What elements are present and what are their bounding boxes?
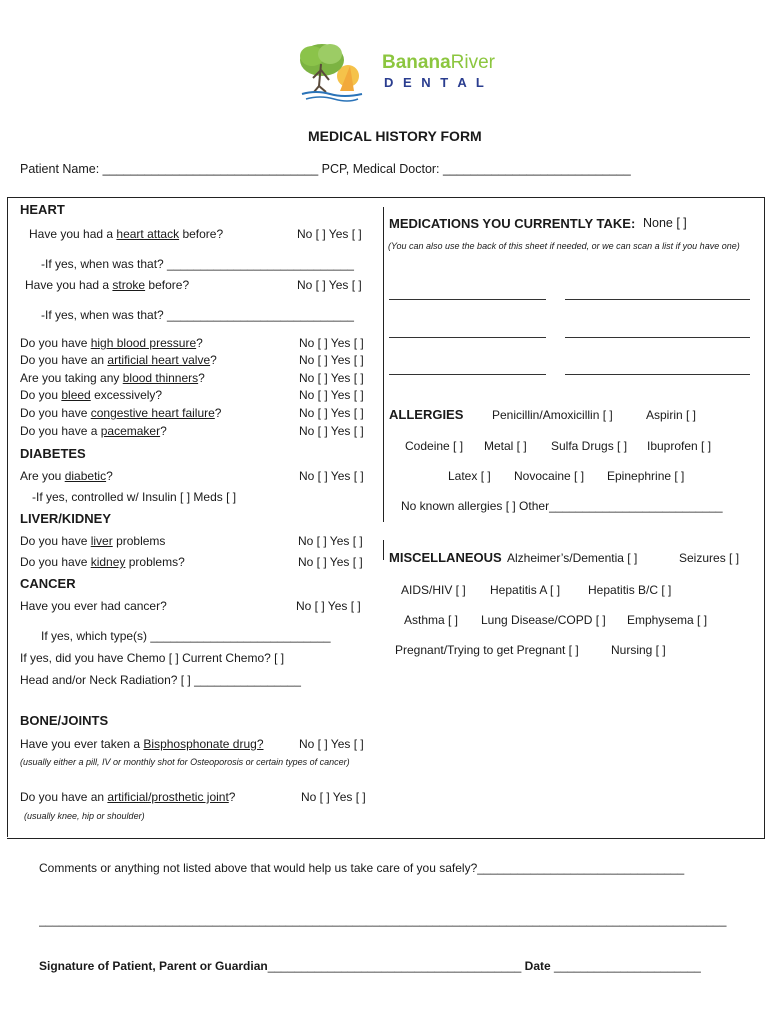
cancer-answer[interactable]: No [ ] Yes [ ] — [296, 599, 361, 613]
misc-copd[interactable]: Lung Disease/COPD [ ] — [481, 613, 606, 627]
allergy-novocaine[interactable]: Novocaine [ ] — [514, 469, 585, 483]
bone-q2-pre: Do you have an — [20, 790, 108, 804]
bone-q1-u: Bisphosphonate drug? — [143, 737, 264, 751]
liver-q1-pre: Do you have — [20, 534, 91, 548]
allergy-penicillin[interactable]: Penicillin/Amoxicillin [ ] — [492, 408, 613, 422]
heart-q2-u: stroke — [112, 278, 146, 292]
heart-list-1-pre: Do you have an — [20, 353, 108, 367]
allergy-aspirin[interactable]: Aspirin [ ] — [646, 408, 697, 422]
diabetes-q-post: ? — [106, 469, 113, 483]
diabetes-answer[interactable]: No [ ] Yes [ ] — [299, 469, 364, 483]
bone-q2 — [20, 790, 235, 804]
diabetes-q-u: diabetic — [64, 469, 107, 483]
heart-list-0-u: high blood pressure — [90, 336, 197, 350]
allergy-epinephrine[interactable]: Epinephrine [ ] — [607, 469, 685, 483]
heart-list-3-pre: Do you — [20, 388, 62, 402]
signature-line[interactable]: ______________________________________ — [267, 959, 522, 973]
bone-q1 — [20, 737, 264, 751]
heart-q1-post: before? — [179, 227, 224, 241]
medications-none[interactable]: None [ ] — [643, 216, 687, 230]
heart-list-4-post: ? — [214, 406, 222, 420]
brand-sub: D E N T A L — [384, 75, 487, 90]
heart-list-answer[interactable]: No [ ] Yes [ ] — [299, 353, 364, 367]
misc-seizures[interactable]: Seizures [ ] — [679, 551, 740, 565]
liver-q2-answer[interactable]: No [ ] Yes [ ] — [298, 555, 363, 569]
heart-q1-u: heart attack — [116, 227, 180, 241]
heart-list-3-u: bleed — [61, 388, 91, 402]
medication-line[interactable] — [565, 337, 750, 338]
cancer-q: Have you ever had cancer? — [20, 599, 167, 613]
liver-q2 — [20, 555, 185, 569]
heart-list-0-pre: Do you have — [20, 336, 91, 350]
heart-list-item — [20, 406, 221, 420]
bone-q1-pre: Have you ever taken a — [20, 737, 144, 751]
heart-q2-followup[interactable]: -If yes, when was that? ____________________________ — [41, 308, 354, 322]
allergy-other[interactable]: No known allergies [ ] Other__________________________ — [401, 499, 723, 513]
diabetes-q — [20, 469, 113, 483]
heart-list-answer[interactable]: No [ ] Yes [ ] — [299, 388, 364, 402]
bone-title: BONE/JOINTS — [20, 713, 109, 728]
misc-hep-a[interactable]: Hepatitis A [ ] — [490, 583, 561, 597]
heart-q1-followup[interactable]: -If yes, when was that? ____________________________ — [41, 257, 354, 271]
bone-q2-answer[interactable]: No [ ] Yes [ ] — [301, 790, 366, 804]
misc-emphysema[interactable]: Emphysema [ ] — [627, 613, 708, 627]
liver-q1-answer[interactable]: No [ ] Yes [ ] — [298, 534, 363, 548]
diabetes-title: DIABETES — [20, 446, 86, 461]
misc-hep-bc[interactable]: Hepatitis B/C [ ] — [588, 583, 672, 597]
allergies-title: ALLERGIES — [389, 407, 464, 422]
diabetes-followup[interactable]: -If yes, controlled w/ Insulin [ ] Meds [ ] — [32, 490, 237, 504]
allergy-codeine[interactable]: Codeine [ ] — [405, 439, 464, 453]
liver-q2-u: kidney — [90, 555, 126, 569]
date-line[interactable]: ______________________ — [554, 959, 701, 973]
signature-row — [39, 959, 701, 973]
liver-title: LIVER/KIDNEY — [20, 511, 112, 526]
bone-q2-note: (usually knee, hip or shoulder) — [24, 811, 145, 821]
logo-mark — [296, 36, 368, 106]
heart-list-5-u: pacemaker — [100, 424, 161, 438]
heart-list-1-u: artificial heart valve — [107, 353, 211, 367]
medication-line[interactable] — [389, 337, 546, 338]
misc-title: MISCELLANEOUS — [389, 550, 502, 565]
brand-name-b: River — [450, 52, 495, 73]
cancer-title: CANCER — [20, 576, 76, 591]
form-title: MEDICAL HISTORY FORM — [308, 128, 482, 144]
allergy-sulfa[interactable]: Sulfa Drugs [ ] — [551, 439, 628, 453]
bone-q2-post: ? — [228, 790, 236, 804]
heart-q2-pre: Have you had a — [25, 278, 113, 292]
heart-list-2-u: blood thinners — [122, 371, 199, 385]
cancer-types[interactable]: If yes, which type(s) ___________________________ — [41, 629, 331, 643]
bone-q1-note: (usually either a pill, IV or monthly shot for Osteoporosis or certain types of cancer) — [20, 757, 350, 767]
heart-list-answer[interactable]: No [ ] Yes [ ] — [299, 371, 364, 385]
heart-list-answer[interactable]: No [ ] Yes [ ] — [299, 336, 364, 350]
bone-q2-u: artificial/prosthetic joint — [107, 790, 229, 804]
liver-q1 — [20, 534, 165, 548]
allergy-ibuprofen[interactable]: Ibuprofen [ ] — [647, 439, 712, 453]
heart-q1-pre: Have you had a — [29, 227, 117, 241]
cancer-chemo[interactable]: If yes, did you have Chemo [ ] Current Chemo? [ ] — [20, 651, 285, 665]
misc-asthma[interactable]: Asthma [ ] — [404, 613, 459, 627]
heart-list-item — [20, 371, 205, 385]
brand-name — [382, 52, 495, 74]
liver-q2-post: problems? — [125, 555, 185, 569]
heart-list-5-post: ? — [160, 424, 167, 438]
heart-list-item — [20, 388, 162, 402]
heart-list-item — [20, 336, 203, 350]
medication-line[interactable] — [389, 374, 546, 375]
column-divider-lower — [383, 540, 384, 560]
medications-title: MEDICATIONS YOU CURRENTLY TAKE: — [389, 216, 636, 231]
heart-list-3-post: excessively? — [90, 388, 163, 402]
misc-aids[interactable]: AIDS/HIV [ ] — [401, 583, 466, 597]
heart-list-4-u: congestive heart failure — [90, 406, 215, 420]
liver-q2-pre: Do you have — [20, 555, 91, 569]
medication-line[interactable] — [389, 299, 546, 300]
patient-name-line[interactable]: Patient Name: _______________________________ PCP, Medical Doctor: ___________________________ — [20, 162, 631, 176]
heart-list-answer[interactable]: No [ ] Yes [ ] — [299, 406, 364, 420]
heart-list-1-post: ? — [210, 353, 217, 367]
heart-list-4-pre: Do you have — [20, 406, 91, 420]
heart-q2-post: before? — [145, 278, 190, 292]
heart-list-item — [20, 353, 217, 367]
heart-list-5-pre: Do you have a — [20, 424, 101, 438]
misc-nursing[interactable]: Nursing [ ] — [611, 643, 666, 657]
liver-q1-u: liver — [90, 534, 113, 548]
heart-list-2-pre: Are you taking any — [20, 371, 123, 385]
liver-q1-post: problems — [112, 534, 166, 548]
heart-q2 — [25, 278, 189, 292]
allergy-metal[interactable]: Metal [ ] — [484, 439, 527, 453]
diabetes-q-pre: Are you — [20, 469, 65, 483]
column-divider — [383, 207, 384, 522]
allergy-latex[interactable]: Latex [ ] — [448, 469, 491, 483]
misc-pregnant[interactable]: Pregnant/Trying to get Pregnant [ ] — [395, 643, 579, 657]
heart-list-2-post: ? — [198, 371, 205, 385]
brand-name-a: Banana — [382, 52, 451, 73]
heart-list-0-post: ? — [196, 336, 203, 350]
comments-line[interactable]: Comments or anything not listed above that would help us take care of you safely?_______________________________ — [39, 861, 685, 875]
heart-list-answer[interactable]: No [ ] Yes [ ] — [299, 424, 364, 438]
heart-list-item — [20, 424, 167, 438]
heart-q2-answer[interactable]: No [ ] Yes [ ] — [297, 278, 362, 292]
heart-q1-answer[interactable]: No [ ] Yes [ ] — [297, 227, 362, 241]
date-label: Date — [524, 959, 551, 973]
bone-q1-answer[interactable]: No [ ] Yes [ ] — [299, 737, 364, 751]
signature-label: Signature of Patient, Parent or Guardian — [39, 959, 268, 973]
misc-alzheimers[interactable]: Alzheimer’s/Dementia [ ] — [507, 551, 638, 565]
comments-blank-line[interactable]: _______________________________________________________________________________________________________ — [39, 913, 727, 927]
medications-note: (You can also use the back of this sheet if needed, or we can scan a list if you have one) — [388, 241, 740, 251]
medication-line[interactable] — [565, 374, 750, 375]
medication-line[interactable] — [565, 299, 750, 300]
heart-q1 — [29, 227, 223, 241]
cancer-radiation[interactable]: Head and/or Neck Radiation? [ ] ________________ — [20, 673, 301, 687]
heart-title: HEART — [20, 202, 65, 217]
